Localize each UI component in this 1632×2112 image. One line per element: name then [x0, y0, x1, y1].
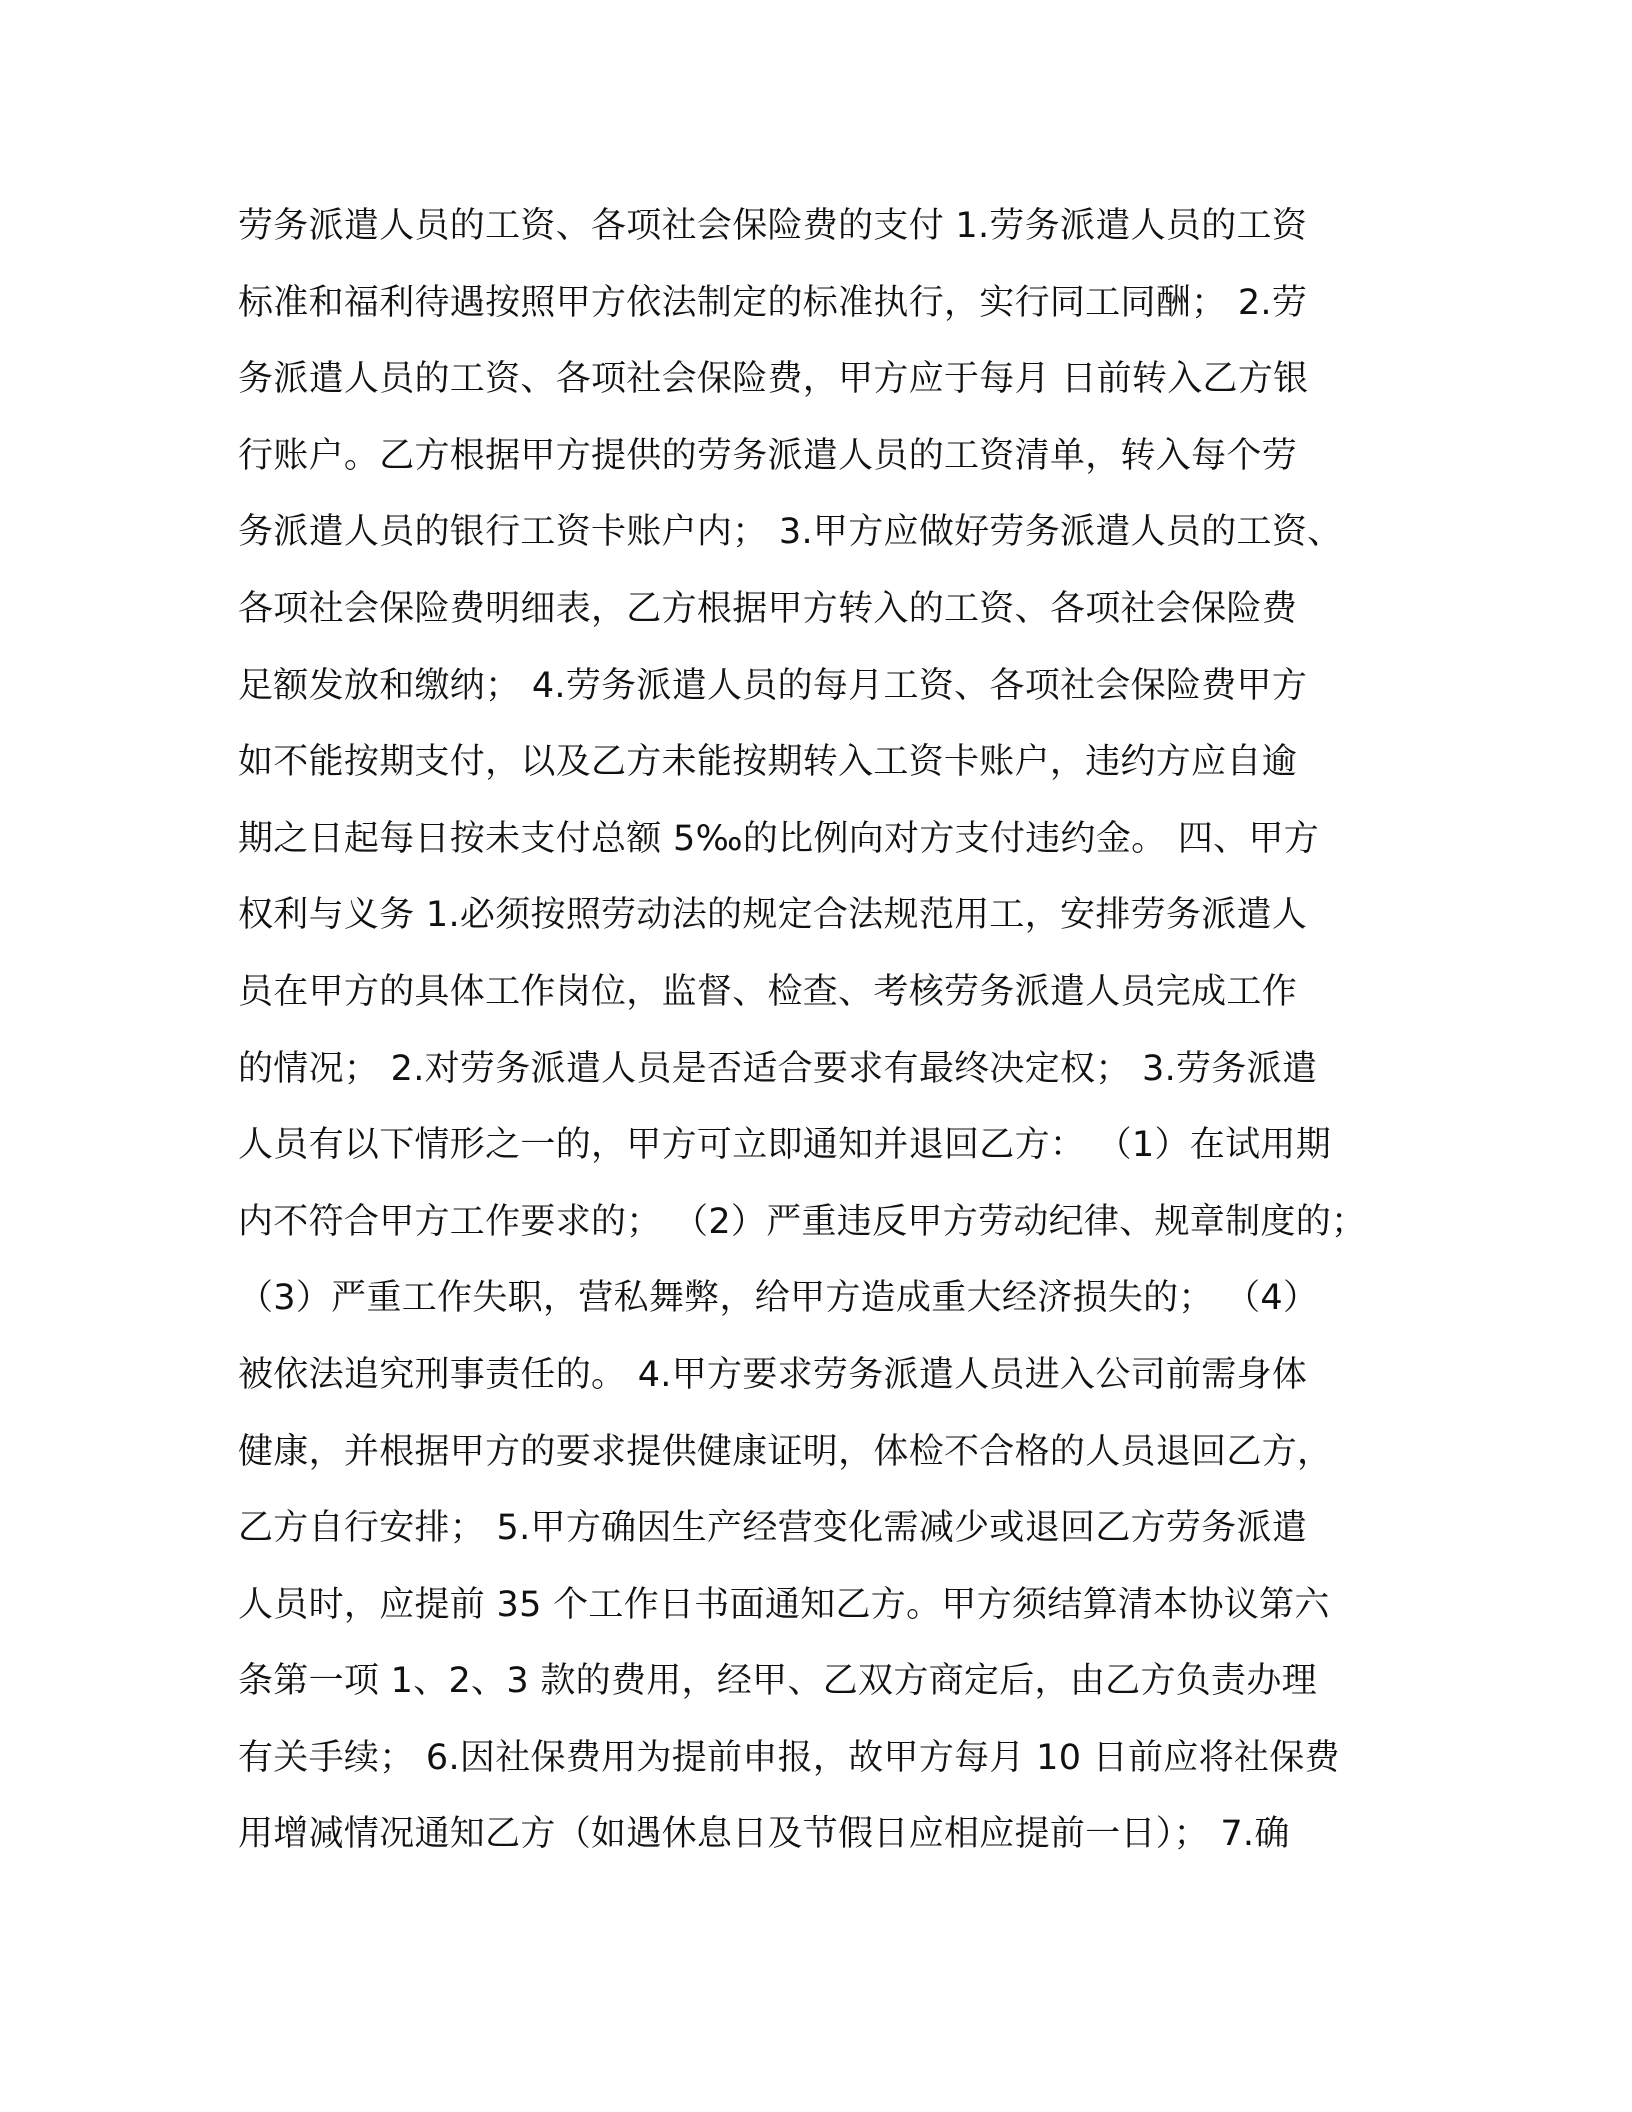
text-line: 人员有以下情形之一的，甲方可立即通知并退回乙方： （1）在试用期 — [238, 1125, 1331, 1166]
text-line: 劳务派遣人员的工资、各项社会保险费的支付 1.劳务派遣人员的工资 — [238, 206, 1308, 246]
text-line: 被依法追究刑事责任的。 4.甲方要求劳务派遣人员进入公司前需身体 — [238, 1354, 1308, 1395]
text-line: 的情况； 2.对劳务派遣人员是否适合要求有最终决定权； 3.劳务派遣 — [238, 1048, 1318, 1089]
text-line: 足额发放和缴纳； 4.劳务派遣人员的每月工资、各项社会保险费甲方 — [238, 665, 1308, 706]
text-line: 务派遣人员的工资、各项社会保险费，甲方应于每月 日前转入乙方银 — [238, 359, 1309, 400]
text-line: 各项社会保险费明细表，乙方根据甲方转入的工资、各项社会保险费 — [238, 588, 1298, 629]
text-line: 人员时，应提前 35 个工作日书面通知乙方。甲方须结算清本协议第六 — [238, 1584, 1330, 1625]
text-line: 乙方自行安排； 5.甲方确因生产经营变化需减少或退回乙方劳务派遣 — [238, 1508, 1308, 1549]
text-line: 健康，并根据甲方的要求提供健康证明，体检不合格的人员退回乙方， — [238, 1431, 1333, 1472]
text-line: 权利与义务 1.必须按照劳动法的规定合法规范用工，安排劳务派遣人 — [238, 895, 1308, 936]
text-line: 行账户。乙方根据甲方提供的劳务派遣人员的工资清单，转入每个劳 — [238, 435, 1298, 476]
text-line: 期之日起每日按未支付总额 5‰的比例向对方支付违约金。 四、甲方 — [238, 818, 1320, 859]
text-line: 用增减情况通知乙方（如遇休息日及节假日应相应提前一日）； 7.确 — [238, 1814, 1290, 1855]
text-line: 有关手续； 6.因社保费用为提前申报，故甲方每月 10 日前应将社保费 — [238, 1737, 1340, 1778]
text-line: 条第一项 1、2、3 款的费用，经甲、乙双方商定后，由乙方负责办理 — [238, 1661, 1317, 1702]
text-line: 内不符合甲方工作要求的； （2）严重违反甲方劳动纪律、规章制度的； — [238, 1201, 1367, 1242]
text-line: （3）严重工作失职，营私舞弊，给甲方造成重大经济损失的； （4） — [238, 1278, 1319, 1319]
text-line: 标准和福利待遇按照甲方依法制定的标准执行，实行同工同酬； 2.劳 — [238, 282, 1308, 323]
body-text — [238, 188, 1438, 1873]
text-line: 如不能按期支付，以及乙方未能按期转入工资卡账户，违约方应自逾 — [238, 742, 1298, 783]
text-line: 务派遣人员的银行工资卡账户内； 3.甲方应做好劳务派遣人员的工资、 — [238, 512, 1343, 553]
text-line: 员在甲方的具体工作岗位，监督、检查、考核劳务派遣人员完成工作 — [238, 971, 1298, 1012]
